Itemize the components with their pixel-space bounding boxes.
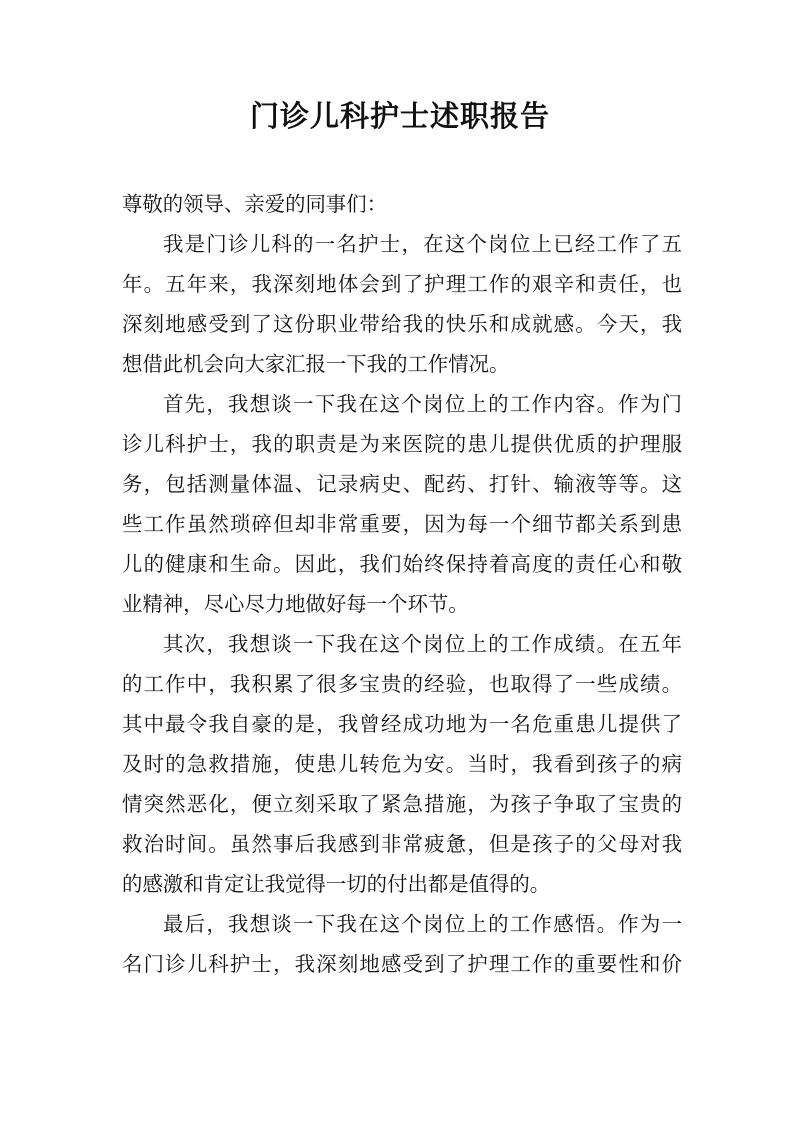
- paragraph-2-line-1: 首先，我想谈一下我在这个岗位上的工作内容。作为门: [163, 392, 682, 416]
- paragraph-3-line-5: 情突然恶化，便立刻采取了紧急措施，为孩子争取了宝贵的: [122, 792, 682, 816]
- paragraph-1-line-2: 年。五年来，我深刻地体会到了护理工作的艰辛和责任，也: [122, 272, 682, 296]
- paragraph-2-line-6: 业精神，尽心尽力地做好每一个环节。: [122, 592, 469, 616]
- paragraph-3-line-3: 其中最令我自豪的是，我曾经成功地为一名危重患儿提供了: [122, 712, 682, 736]
- paragraph-1-line-1: 我是门诊儿科的一名护士，在这个岗位上已经工作了五: [163, 232, 682, 256]
- paragraph-1-line-4: 想借此机会向大家汇报一下我的工作情况。: [122, 352, 510, 376]
- paragraph-4-line-2: 名门诊儿科护士，我深刻地感受到了护理工作的重要性和价: [122, 952, 682, 976]
- page-title: 门诊儿科护士述职报告: [249, 99, 550, 133]
- paragraph-2-line-5: 儿的健康和生命。因此，我们始终保持着高度的责任心和敬: [122, 552, 682, 576]
- paragraph-3-line-7: 的感激和肯定让我觉得一切的付出都是值得的。: [122, 872, 551, 896]
- paragraph-2-line-4: 些工作虽然琐碎但却非常重要，因为每一个细节都关系到患: [122, 512, 682, 536]
- paragraph-2-line-2: 诊儿科护士，我的职责是为来医院的患儿提供优质的护理服: [122, 432, 682, 456]
- paragraph-3-line-4: 及时的急救措施，使患儿转危为安。当时，我看到孩子的病: [122, 752, 682, 776]
- paragraph-4-line-1: 最后，我想谈一下我在这个岗位上的工作感悟。作为一: [163, 912, 682, 936]
- document-body: [122, 184, 682, 984]
- paragraph-1-line-3: 深刻地感受到了这份职业带给我的快乐和成就感。今天，我: [122, 312, 682, 336]
- paragraph-2-line-3: 务，包括测量体温、记录病史、配药、打针、输液等等。这: [122, 472, 682, 496]
- paragraph-3-line-1: 其次，我想谈一下我在这个岗位上的工作成绩。在五年: [163, 632, 682, 656]
- salutation: 尊敬的领导、亲爱的同事们：: [122, 192, 388, 216]
- paragraph-3-line-6: 救治时间。虽然事后我感到非常疲惫，但是孩子的父母对我: [122, 832, 682, 856]
- paragraph-3-line-2: 的工作中，我积累了很多宝贵的经验，也取得了一些成绩。: [122, 672, 682, 696]
